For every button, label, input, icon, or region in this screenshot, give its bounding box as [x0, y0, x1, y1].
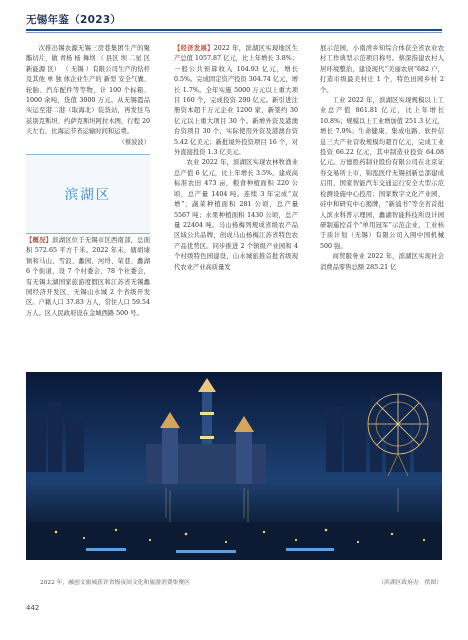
- economy-label: 【经济发展】: [174, 45, 214, 52]
- night-skyline-photo: [26, 372, 442, 560]
- column-1-overview: [26, 236, 150, 319]
- district-title-block: [26, 154, 150, 234]
- page-header-title: 无锡年鉴（2023）: [26, 14, 122, 26]
- header-rule-thin: [26, 32, 442, 33]
- district-title: 滨湖区: [64, 187, 112, 203]
- col1-paragraph: 次推出锡农源无锡三房巷集团生产的聚酯切片，做 青杨 杨 舞坝 （ 县区 坝 二星 区 新能源 区） （ 无锡 ）有限公司生产的钻杆及其他 单 独 体企业生产的 新型 安全气囊、轮胎、汽车配件等等物，计 100 个标箱、1000 余吨，货值 3000 万元。从无锡霞品实运至港二港（取海北）装货站，再发往乌兹别克斯坦、约萨克斯坦阿拉木图，行程 20 天左右，比海运节省运输时间和运费。: [26, 45, 150, 136]
- column-3: [320, 44, 444, 273]
- caption-credit: （滨湖区政府办 供图）: [378, 580, 442, 586]
- economy-paragraph: [174, 44, 298, 158]
- photo-illustration: [26, 372, 442, 560]
- col3-paragraph-1: 展示范园，小南湾乡知综合体获全省农业农村工作典型示范项目称号。蔡深指建农村人居环境整治，建设现代“美丽农居”682 户，打造市级最美村庄 1 个，特色田园乡村 2 个。: [320, 45, 444, 94]
- column-2: [174, 44, 298, 273]
- agriculture-paragraph: 农业 2022 年，滨湖区实现农林牧渔业总产值 6 亿元，比上年增长 3.5%。建成高标准农田 473 亩，粮食种植面积 220 公顷，总产量 1404 吨。连续 3 年完成“双增”；蔬菜种植面积 281 公顷，总产量 5567 吨；水果种植面积 1430 公顷，总产量 22404 吨。马山杨梅列规成省级农产品区域公共品牌，创成马山杨梅江苏省特色农产品优势区。同步推进 2 个镇级产业园和 4 个村级特色园建设，山水城旅推首批省级现代农业产业高质量发: [174, 159, 298, 271]
- overview-paragraph: [26, 236, 150, 319]
- industry-paragraph: 工业 2022 年，滨湖区实现规模以上工业总产值 861.81 亿元，比上年增长 10.8%；规模以上工业增加值 251.3 亿元，增长 7.9%；生命健康、集成电路、软件信息三大产业营收规模均超百亿元，完成工业投资 66.22 亿元，其中制造业投资 64.08 亿元。万德胜药制业股份有限公司在北京证券交易所上市，锦泓医疗无锡创新总部建成启用，国家智能汽车交通运行安全大型示范检测设施中心投用；国家数字文化产业园、硅中和研究中心揭牌，“新浦书”等全省首批人滨水科普示理园，蠡湖智能科技所设计园研制遥控首个“单用冠军”示范企业，工业核于质计划（无锡）有限公司入围中国机械 500 强。: [320, 97, 444, 250]
- col1-source: （蔡波波）: [118, 138, 150, 146]
- caption-text: 2022 年，融创文旅城获评省级夜间文化和旅游消费集聚区: [40, 580, 190, 586]
- header-rule: [26, 29, 442, 31]
- economy-text: 2022 年，滨湖区实现地区生产总值 1057.87 亿元，比上年增长 3.8%；一般公共预算收入 104.93 亿元，增长 0.5%。完成固定资产投资 304.74 亿元，增长 1.7%。全年实施 5000 万元以上重大项目 160 个，完成投资 290 亿元。新引进注册资本超千万元企业 1200 家，新签约 30 亿元以上重大项目 30 个。新增外资及港澳台资项目 30 个，实际使用外资及港澳台资 5.42 亿美元；新批境外投资项目 16 个，对外直接投资 1.3 亿美元。: [174, 45, 299, 157]
- column-1: [26, 44, 150, 148]
- overview-text: 滨湖区位于无锡市区西南部，总面积 572.65 平方千米。2022 年末，辖胡埭镇和马山、雪浪、蠡园、河埒、荣巷、蠡湖 6 个街道，设 7 个村委会、78 个社委会，有无锡太湖国家旅游度假区和江苏省无锡蠡园经济开发区、无锡山水城 2 个省级开发区。户籍人口 37.83 万人，常住人口 59.54 万人。区人民政府设在金城西路 500 号。: [26, 237, 150, 317]
- page-number: 442: [26, 604, 40, 612]
- overview-label: 【概况】: [26, 237, 53, 244]
- commerce-paragraph: 商贸服务业 2022 年，滨湖区实现社会消费品零售总额 285.21 亿: [320, 253, 444, 271]
